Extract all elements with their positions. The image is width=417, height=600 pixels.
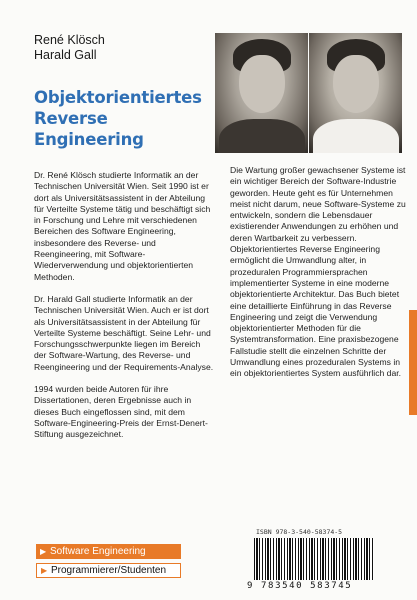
author-photo-gall: [309, 33, 402, 153]
author-bios: [34, 170, 214, 452]
barcode-number: 9 783540 583745: [247, 581, 353, 591]
category-label: Software Engineering: [50, 546, 146, 557]
author-names: [34, 33, 105, 63]
category-label: Programmierer/Studenten: [51, 565, 167, 576]
category-tag-secondary: [36, 563, 181, 578]
arrow-right-icon: ▶: [41, 566, 48, 575]
spine-accent-bar: [409, 310, 417, 415]
book-title: [34, 87, 214, 150]
book-description: [230, 165, 410, 391]
category-tag-primary: [36, 544, 181, 559]
bio-paragraph: Dr. René Klösch studierte Informatik an der Technischen Universität Wien. Seit 1990 ist er dort als Universitätsassistent in der Abteilung für Verteilte Systeme tätig und beschäftigt sich in Forschung und Lehre mit verschiedenen Bereichen des Software Engineering, insbesondere des Reverse- und Reengineering, mit Software-Wiederverwendung und objektorientierten Methoden.: [34, 170, 211, 282]
barcode: [254, 538, 374, 580]
description-paragraph: Die Wartung großer gewachsener Systeme ist ein wichtiger Bereich der Software-Industrie geworden. Heute geht es für Unternehmen meist nicht darum, neue Software-Systeme zu entwickeln, sondern die Lebensdauer existierender Anwendungen zu erhöhen und deren Wartbarkeit zu verbessern. Objektorientiertes Reverse Engineering ermöglicht die Umwandlung alter, in prozeduralen Programmiersprachen implementierter Systeme in eine moderne objektorientierte Architektur. Das Buch bietet eine detaillierte Einführung in das Reverse Engineering und zeigt die Verwendung objektorientierter Methoden für die Systemtransformation. Eine praxisbezogene Fallstudie stellt die einzelnen Schritte der Umwandlung eines prozeduralen Systems in ein objektorientiertes System ausführlich dar.: [230, 165, 406, 379]
author-name: Harald Gall: [34, 48, 97, 62]
title-line: Reverse: [34, 109, 108, 128]
title-line: Objektorientiertes: [34, 88, 202, 107]
bio-paragraph: Dr. Harald Gall studierte Informatik an der Technischen Universität Wien. Auch er ist dort als Universitätsassistent in der Abteilung für Verteilte Systeme beschäftigt. Seine Lehr- und Forschungsschwerpunkte liegen im Bereich der Software-Wartung, des Reverse- und Reengineering und der Requirements-Analyse.: [34, 293, 214, 372]
isbn-text: ISBN 978-3-540-58374-5: [256, 528, 343, 536]
title-line: Engineering: [34, 130, 144, 149]
author-name: René Klösch: [34, 33, 105, 47]
arrow-right-icon: ▶: [40, 547, 47, 556]
author-photo-klosch: [215, 33, 308, 153]
bio-paragraph: 1994 wurden beide Autoren für ihre Dissertationen, deren Ergebnisse auch in dieses Buch eingeflossen sind, mit dem Software-Engineering-Preis der Ernst-Denert-Stiftung ausgezeichnet.: [34, 384, 208, 440]
